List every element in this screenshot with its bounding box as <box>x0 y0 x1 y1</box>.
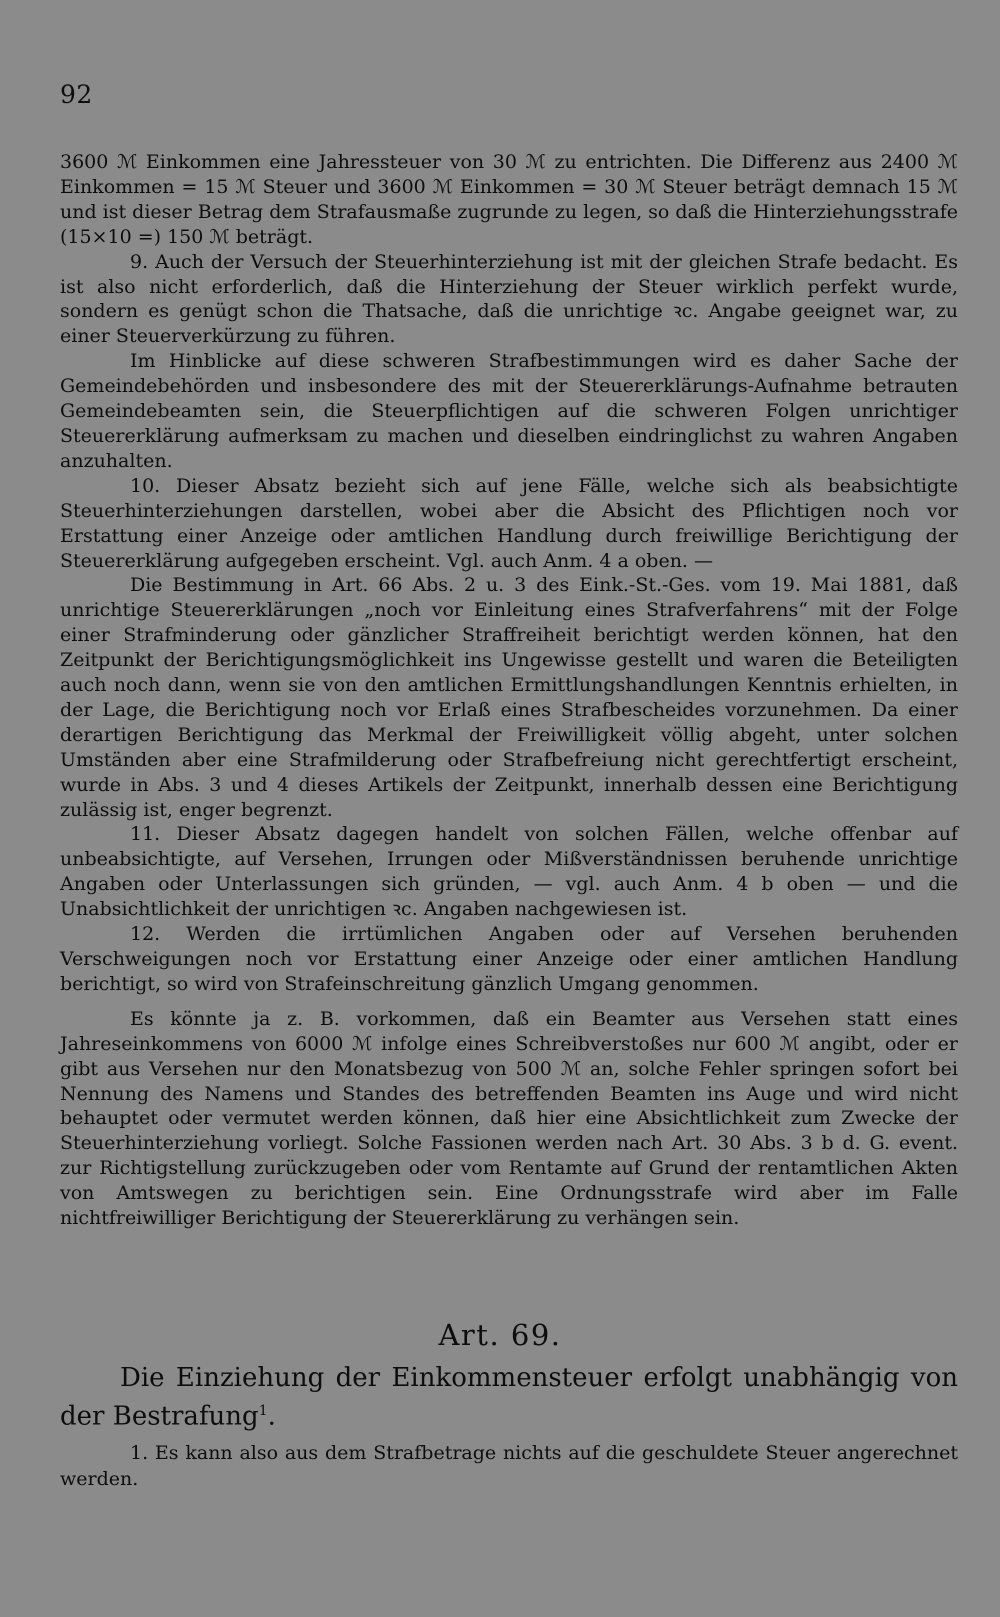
article-label: Art. 69. <box>438 1318 562 1352</box>
paragraph-continuation: 3600 ℳ Einkommen eine Jahressteuer von 30 ℳ zu entrichten. Die Differenz aus 2400 ℳ Einkommen = 15 ℳ Steuer und 3600 ℳ Einkommen = 30 ℳ Steuer beträgt demnach 15 ℳ und ist dieser Betrag dem Strafausmaße zugrunde zu legen, so daß die Hinterziehungsstrafe (15×10 =) 150 ℳ beträgt. <box>60 151 959 248</box>
paragraph-note-11: 11. Dieser Absatz dagegen handelt von solchen Fällen, welche offenbar auf unbeabsichtigte, auf Versehen, Irrungen oder Mißverständnissen beruhende unrichtige Angaben oder Unterlassungen sich gründen, — vgl. auch Anm. 4 b oben — und die Unabsichtlichkeit der unrichtigen ꝛc. Angaben nachgewiesen ist. <box>60 823 958 921</box>
paragraph-bestimmung: Die Bestimmung in Art. 66 Abs. 2 u. 3 des Eink.-St.-Ges. vom 19. Mai 1881, daß unrichtige Steuererklärungen „noch vor Einleitung eines Strafverfahrens“ mit der Folge einer Strafminderung oder gänzlicher Straffreiheit berichtigt werden können, hat den Zeitpunkt der Berichtigungsmöglichkeit ins Ungewisse gestellt und waren die Beteiligten auch noch dann, wenn sie von den amtlichen Ermittlungshandlungen Kenntnis erhielten, in der Lage, die Berichtigung noch vor Erlaß eines Strafbescheides vorzunehmen. Da einer derartigen Berichtigung das Merkmal der Freiwilligkeit völlig abgeht, unter solchen Umständen aber eine Strafmilderung oder Strafbefreiung nicht gerechtfertigt erscheint, wurde in Abs. 3 und 4 dieses Artikels der Zeitpunkt, innerhalb dessen eine Berichtigung zulässig ist, enger begrenzt. <box>60 574 958 821</box>
body-text <box>60 150 958 1231</box>
article-heading-text: Die Einziehung der Einkommensteuer erfolgt unabhängig von der Bestrafung <box>60 1363 958 1432</box>
paragraph-hinweis: Im Hinblicke auf diese schweren Strafbestimmungen wird es daher Sache der Gemeindebehörden und insbesondere des mit der Steuererklärungs-Aufnahme betrauten Gemeindebeamten sein, die Steuerpflichtigen auf die schweren Folgen unrichtiger Steuererklärung aufmerksam zu machen und dieselben eindringlichst zu wahren Angaben anzuhalten. <box>60 350 958 472</box>
paragraph-example: Es könnte ja z. B. vorkommen, daß ein Beamter aus Versehen statt eines Jahreseinkommens von 6000 ℳ infolge eines Schreibverstoßes nur 600 ℳ angibt, oder er gibt aus Versehen nur den Monatsbezug von 500 ℳ an, solche Fehler springen sofort bei Nennung des Namens und Standes des betreffenden Beamten ins Auge und wird nicht behauptet oder vermutet werden können, daß hier eine Absichtlichkeit zum Zwecke der Steuerhinterziehung vorliegt. Solche Fassionen werden nach Art. 30 Abs. 3 b d. G. event. zur Richtigstellung zurückzugeben oder vom Rentamte auf Grund der rentamtlichen Akten von Amtswegen zu berichtigen sein. Eine Ordnungsstrafe wird aber im Falle nichtfreiwilliger Berichtigung der Steuererklärung zu verhängen sein. <box>60 1007 958 1230</box>
paragraph-note-10: 10. Dieser Absatz bezieht sich auf jene Fälle, welche sich als beabsichtigte Steuerhinterziehungen darstellen, wobei aber die Absicht des Pflichtigen noch vor Erstattung einer Anzeige oder amtlichen Handlung durch freiwillige Berichtigung der Steuererklärung aufgegeben erscheint. Vgl. auch Anm. 4 a oben. — <box>60 474 958 572</box>
paragraph-note-12: 12. Werden die irrtümlichen Angaben oder auf Versehen beruhenden Verschweigungen noch vor Erstattung einer Anzeige oder einer amtlichen Handlung berichtigt, so wird von Strafeinschreitung gänzlich Umgang genommen. <box>60 923 958 995</box>
page-number: 92 <box>60 80 93 109</box>
paragraph-note-9: 9. Auch der Versuch der Steuerhinterziehung ist mit der gleichen Strafe bedacht. Es ist also nicht erforderlich, daß die Hinterziehung der Steuer wirklich perfekt wurde, sondern es genügt schon die Thatsache, daß die unrichtige ꝛc. Angabe geeignet war, zu einer Steuerverkürzung zu führen. <box>60 250 958 348</box>
article-note-1: 1. Es kann also aus dem Strafbetrage nichts auf die geschuldete Steuer angerechnet werden. <box>60 1442 958 1490</box>
footnote-mark: 1 <box>258 1403 268 1419</box>
article-heading <box>60 1362 958 1434</box>
article-heading-end: . <box>267 1401 276 1432</box>
